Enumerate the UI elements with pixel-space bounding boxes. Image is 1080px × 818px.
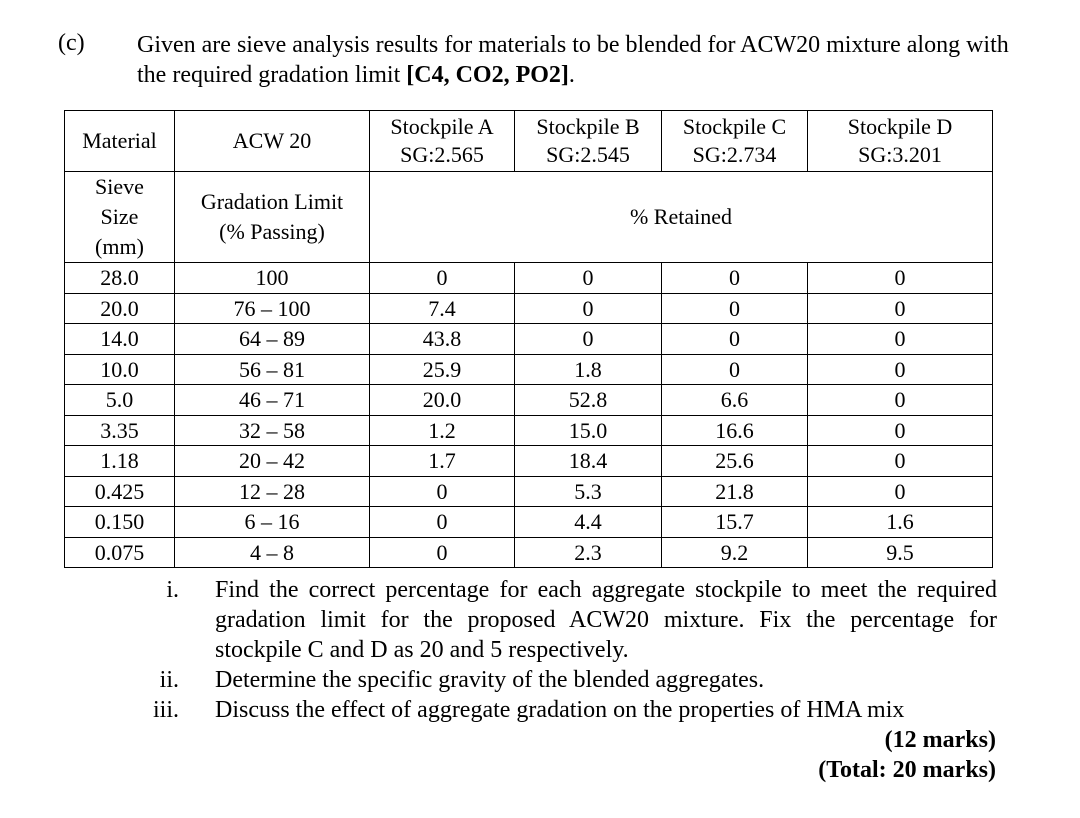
cell-gradation-limit: 76 – 100 bbox=[175, 293, 370, 324]
cell-sieve-size: 5.0 bbox=[65, 385, 175, 416]
question-item-i bbox=[137, 575, 997, 665]
table-row bbox=[65, 293, 993, 324]
table-row bbox=[65, 415, 993, 446]
cell-gradation-limit: 32 – 58 bbox=[175, 415, 370, 446]
cell-sieve-size: 0.425 bbox=[65, 476, 175, 507]
cell-stockpile-b: 1.8 bbox=[515, 354, 662, 385]
cell-stockpile-a: 7.4 bbox=[370, 293, 515, 324]
cell-stockpile-d: 0 bbox=[808, 324, 993, 355]
cell-stockpile-c: 6.6 bbox=[662, 385, 808, 416]
cell-gradation-limit: 20 – 42 bbox=[175, 446, 370, 477]
cell-stockpile-b: 0 bbox=[515, 293, 662, 324]
cell-stockpile-c: 16.6 bbox=[662, 415, 808, 446]
cell-stockpile-b: 0 bbox=[515, 324, 662, 355]
question-text-part1: Given are sieve analysis results for materials to be blended for ACW20 mixture along with the required gradation limit bbox=[137, 32, 1009, 88]
cell-sieve-size: 0.150 bbox=[65, 507, 175, 538]
cell-stockpile-b: 18.4 bbox=[515, 446, 662, 477]
cell-stockpile-c: 0 bbox=[662, 354, 808, 385]
cell-stockpile-a: 0 bbox=[370, 263, 515, 294]
header-gradation-limit bbox=[175, 172, 370, 263]
question-items bbox=[137, 575, 997, 725]
gradation-line1: Gradation Limit bbox=[200, 189, 344, 214]
header-stockpile-b bbox=[515, 111, 662, 172]
header-acw20: ACW 20 bbox=[175, 111, 370, 172]
item-text: Find the correct percentage for each aggregate stockpile to meet the required gradation limit for the proposed ACW20 mixture. Fix the percentage for stockpile C and D as 20 and 5 respectively. bbox=[215, 577, 997, 663]
header-stockpile-c bbox=[662, 111, 808, 172]
cell-stockpile-a: 0 bbox=[370, 476, 515, 507]
cell-sieve-size: 14.0 bbox=[65, 324, 175, 355]
question-codes: [C4, CO2, PO2] bbox=[406, 62, 569, 88]
cell-stockpile-c: 21.8 bbox=[662, 476, 808, 507]
cell-gradation-limit: 4 – 8 bbox=[175, 537, 370, 568]
cell-gradation-limit: 64 – 89 bbox=[175, 324, 370, 355]
header-stockpile-d bbox=[808, 111, 993, 172]
cell-stockpile-d: 0 bbox=[808, 293, 993, 324]
cell-stockpile-c: 15.7 bbox=[662, 507, 808, 538]
sieve-line1: Sieve bbox=[95, 174, 144, 199]
cell-gradation-limit: 12 – 28 bbox=[175, 476, 370, 507]
cell-sieve-size: 1.18 bbox=[65, 446, 175, 477]
cell-stockpile-d: 0 bbox=[808, 415, 993, 446]
header-stockpile-a bbox=[370, 111, 515, 172]
cell-stockpile-a: 43.8 bbox=[370, 324, 515, 355]
question-item-ii bbox=[137, 665, 997, 695]
cell-stockpile-b: 2.3 bbox=[515, 537, 662, 568]
cell-stockpile-c: 9.2 bbox=[662, 537, 808, 568]
stockpile-c-name: Stockpile C bbox=[682, 114, 787, 139]
cell-gradation-limit: 100 bbox=[175, 263, 370, 294]
question-text bbox=[137, 30, 1017, 90]
item-text: Determine the specific gravity of the blended aggregates. bbox=[215, 667, 765, 693]
header-material: Material bbox=[65, 111, 175, 172]
total-marks: (Total: 20 marks) bbox=[818, 757, 996, 783]
cell-stockpile-d: 0 bbox=[808, 476, 993, 507]
cell-stockpile-b: 0 bbox=[515, 263, 662, 294]
stockpile-b-sg: SG:2.545 bbox=[546, 142, 630, 167]
item-number: ii. bbox=[159, 667, 179, 693]
question-item-iii bbox=[137, 695, 997, 725]
cell-stockpile-a: 0 bbox=[370, 537, 515, 568]
cell-gradation-limit: 6 – 16 bbox=[175, 507, 370, 538]
question-label: (c) bbox=[58, 30, 85, 56]
cell-stockpile-a: 1.7 bbox=[370, 446, 515, 477]
cell-stockpile-b: 15.0 bbox=[515, 415, 662, 446]
cell-stockpile-a: 1.2 bbox=[370, 415, 515, 446]
cell-stockpile-c: 0 bbox=[662, 324, 808, 355]
cell-stockpile-d: 0 bbox=[808, 385, 993, 416]
cell-sieve-size: 10.0 bbox=[65, 354, 175, 385]
question-text-part2: . bbox=[568, 62, 575, 88]
item-number: iii. bbox=[152, 697, 179, 723]
table-header-row bbox=[65, 111, 993, 172]
table-row bbox=[65, 446, 993, 477]
sieve-line2: Size bbox=[100, 204, 139, 229]
header-percent-retained: % Retained bbox=[370, 172, 993, 263]
cell-stockpile-b: 5.3 bbox=[515, 476, 662, 507]
cell-sieve-size: 28.0 bbox=[65, 263, 175, 294]
cell-gradation-limit: 46 – 71 bbox=[175, 385, 370, 416]
table-row bbox=[65, 476, 993, 507]
table-row bbox=[65, 324, 993, 355]
cell-gradation-limit: 56 – 81 bbox=[175, 354, 370, 385]
marks-block bbox=[818, 725, 996, 785]
stockpile-a-sg: SG:2.565 bbox=[400, 142, 484, 167]
cell-stockpile-a: 0 bbox=[370, 507, 515, 538]
cell-sieve-size: 0.075 bbox=[65, 537, 175, 568]
cell-stockpile-d: 0 bbox=[808, 446, 993, 477]
part-marks: (12 marks) bbox=[884, 727, 996, 753]
table-row bbox=[65, 385, 993, 416]
header-sieve-size bbox=[65, 172, 175, 263]
cell-stockpile-b: 4.4 bbox=[515, 507, 662, 538]
cell-stockpile-d: 1.6 bbox=[808, 507, 993, 538]
table-subheader-row bbox=[65, 172, 993, 263]
stockpile-c-sg: SG:2.734 bbox=[692, 142, 777, 167]
cell-stockpile-d: 0 bbox=[808, 263, 993, 294]
cell-sieve-size: 3.35 bbox=[65, 415, 175, 446]
cell-sieve-size: 20.0 bbox=[65, 293, 175, 324]
table-row bbox=[65, 263, 993, 294]
cell-stockpile-c: 0 bbox=[662, 263, 808, 294]
cell-stockpile-c: 25.6 bbox=[662, 446, 808, 477]
table-body bbox=[65, 263, 993, 568]
table-row bbox=[65, 507, 993, 538]
item-text: Discuss the effect of aggregate gradation on the properties of HMA mix bbox=[215, 697, 905, 723]
stockpile-a-name: Stockpile A bbox=[390, 114, 494, 139]
stockpile-d-name: Stockpile D bbox=[847, 114, 953, 139]
cell-stockpile-b: 52.8 bbox=[515, 385, 662, 416]
sieve-analysis-table bbox=[64, 110, 993, 568]
cell-stockpile-a: 25.9 bbox=[370, 354, 515, 385]
cell-stockpile-a: 20.0 bbox=[370, 385, 515, 416]
gradation-line2: (% Passing) bbox=[219, 219, 325, 244]
cell-stockpile-d: 9.5 bbox=[808, 537, 993, 568]
table-row bbox=[65, 537, 993, 568]
table-row bbox=[65, 354, 993, 385]
stockpile-d-sg: SG:3.201 bbox=[858, 142, 942, 167]
stockpile-b-name: Stockpile B bbox=[536, 114, 640, 139]
cell-stockpile-c: 0 bbox=[662, 293, 808, 324]
cell-stockpile-d: 0 bbox=[808, 354, 993, 385]
item-number: i. bbox=[166, 577, 179, 603]
sieve-line3: (mm) bbox=[95, 234, 144, 259]
